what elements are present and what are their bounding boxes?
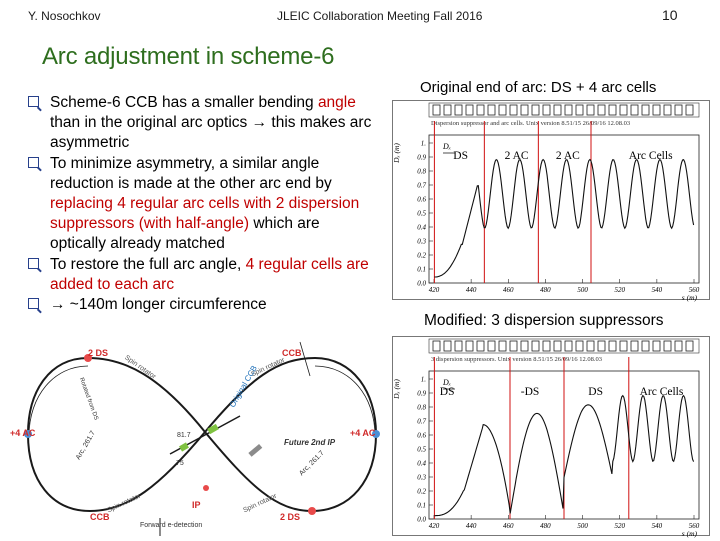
top-plot-caption: Original end of arc: DS + 4 arc cells	[420, 79, 657, 96]
y-tick-label: 0.4	[417, 459, 426, 468]
bullet-text: which are optically already matched	[50, 215, 320, 253]
ring-label-spin-1: Spin rotator	[123, 354, 157, 381]
segment-label: 2 AC	[555, 150, 580, 162]
ds-marker-bottom	[308, 507, 316, 515]
x-tick-label: 460	[503, 522, 514, 530]
y-tick-label: 0.8	[417, 403, 426, 412]
y-tick-label: 0.1	[417, 265, 426, 274]
highlight-text: replacing 4 regular arc cells with 2 dispersion suppressors (with half-angle)	[50, 195, 360, 233]
y-tick-label: 0.6	[417, 431, 426, 440]
slide-title: Arc adjustment in scheme-6	[42, 43, 335, 70]
segment-label: Arc Cells	[628, 150, 673, 162]
bottom-plot-caption: Modified: 3 dispersion suppressors	[424, 312, 664, 329]
legend-dx: Dₓ	[443, 378, 452, 387]
x-tick-label: 540	[651, 286, 663, 294]
future-ip-element	[248, 444, 262, 457]
x-tick-label: 460	[503, 286, 514, 294]
y-tick-label: 0.1	[417, 501, 426, 510]
plot-small-text: 3 dispersion suppressors. Unix version 8.51/15 26/09/16 12.08.03	[431, 356, 602, 363]
ring-label-original-ccb: Original CCB	[227, 364, 259, 409]
x-tick-label: 440	[465, 522, 477, 530]
y-tick-label: 0.8	[417, 167, 426, 176]
ip-marker	[203, 485, 209, 491]
ring-label-spin-2: Spin rotator	[250, 356, 286, 379]
y-tick-label: 1.	[420, 139, 426, 148]
y-tick-label: 0.0	[417, 515, 426, 524]
ring-label-forward-detection: Forward e-detection	[140, 522, 203, 529]
segment-label: DS	[439, 386, 455, 398]
ring-label-4ac-right: +4 AC	[350, 428, 376, 438]
x-axis-label: s (m)	[681, 529, 697, 538]
y-tick-label: 0.6	[417, 195, 426, 204]
x-tick-label: 500	[577, 522, 588, 530]
ring-label-future-ip: Future 2nd IP	[284, 438, 336, 447]
top-plot-svg	[392, 101, 709, 302]
x-tick-label: 500	[577, 286, 588, 294]
x-tick-label: 560	[688, 522, 700, 530]
page-number: 10	[662, 7, 678, 23]
y-tick-label: 0.3	[417, 473, 426, 482]
x-tick-label: 420	[428, 522, 440, 530]
y-tick-label: 0.7	[417, 417, 426, 426]
y-tick-label: 0.5	[417, 445, 426, 454]
bottom-dispersion-plot	[392, 336, 710, 536]
y-tick-label: 0.3	[417, 237, 426, 246]
y-tick-label: 0.2	[417, 251, 426, 260]
x-tick-label: 560	[688, 286, 700, 294]
bullet-list	[28, 93, 378, 315]
segment-label: -DS	[520, 386, 540, 398]
legend-dx: Dₓ	[443, 142, 452, 151]
ring-label-ccb-top: CCB	[282, 348, 302, 358]
ring-label-2ds-top: 2 DS	[88, 348, 109, 358]
x-tick-label: 480	[540, 286, 551, 294]
y-tick-label: 0.2	[417, 487, 426, 496]
y-axis-label: Dₓ (m)	[392, 143, 401, 163]
ring-label-4ac-left: +4 AC	[10, 428, 36, 438]
segment-label: Arc Cells	[639, 386, 684, 398]
y-tick-label: 0.4	[417, 223, 426, 232]
y-tick-label: 0.9	[417, 153, 426, 162]
ring-label-rotated: Rotated from DS	[77, 376, 99, 422]
x-tick-label: 520	[614, 286, 625, 294]
y-tick-label: 0.7	[417, 181, 426, 190]
bullet-item	[28, 93, 378, 154]
y-tick-label: 0.9	[417, 389, 426, 398]
bullet-item	[28, 255, 378, 295]
segment-label: 2 AC	[504, 150, 529, 162]
bullet-text: To restore the full arc angle,	[50, 255, 246, 273]
ring-label-81-7: 81.7	[177, 432, 191, 439]
bullet-item	[28, 295, 378, 315]
x-tick-label: 540	[651, 522, 663, 530]
bullet-text: than in the original arc optics → this makes arc asymmetric	[50, 114, 372, 152]
y-tick-label: 0.0	[417, 279, 426, 288]
x-tick-label: 440	[465, 286, 477, 294]
x-tick-label: 420	[428, 286, 440, 294]
ring-label-ccb-bottom: CCB	[90, 512, 110, 522]
y-tick-label: 0.5	[417, 209, 426, 218]
y-axis-label: Dₓ (m)	[392, 379, 401, 399]
ring-label-ip: IP	[192, 500, 201, 510]
dispersion-curve	[434, 160, 693, 277]
segment-label: DS	[453, 150, 469, 162]
ring-label-arc-right: Arc, 261.7	[298, 449, 326, 478]
bullet-text: Scheme-6 CCB has a smaller bending	[50, 94, 318, 111]
ring-label-arc-left: Arc, 261.7	[74, 429, 97, 462]
x-tick-label: 480	[540, 522, 551, 530]
bullet-item	[28, 154, 378, 255]
highlight-text: angle	[317, 94, 356, 111]
author-label: Y. Nosochkov	[28, 9, 101, 23]
ring-label-spin-3: Spin rotator	[106, 492, 142, 515]
bullet-icon	[28, 258, 39, 269]
x-axis-label: s (m)	[681, 293, 697, 302]
bullet-icon	[28, 298, 39, 309]
bullet-icon	[28, 96, 39, 107]
collider-ring-diagram	[10, 336, 390, 536]
ring-label-75: 75	[176, 460, 184, 467]
highlight-text: 4 regular cells are added to each arc	[50, 255, 369, 293]
bullet-icon	[28, 157, 39, 168]
segment-label: DS	[588, 386, 604, 398]
bottom-plot-svg	[392, 337, 709, 538]
ring-label-2ds-bottom: 2 DS	[280, 512, 301, 522]
x-tick-label: 520	[614, 522, 625, 530]
bullet-text: To minimize asymmetry, a similar angle reduction is made at the other arc end by	[50, 154, 332, 192]
bullet-text: → ~140m longer circumference	[50, 296, 267, 314]
meeting-label: JLEIC Collaboration Meeting Fall 2016	[277, 9, 483, 23]
y-tick-label: 1.	[420, 375, 426, 384]
plot-small-text: Dispersion suppressor and arc cells. Unix version 8.51/15 26/09/16 12.08.03	[431, 120, 631, 127]
ring-label-spin-4: Spin rotator	[242, 492, 278, 515]
top-dispersion-plot	[392, 100, 710, 300]
